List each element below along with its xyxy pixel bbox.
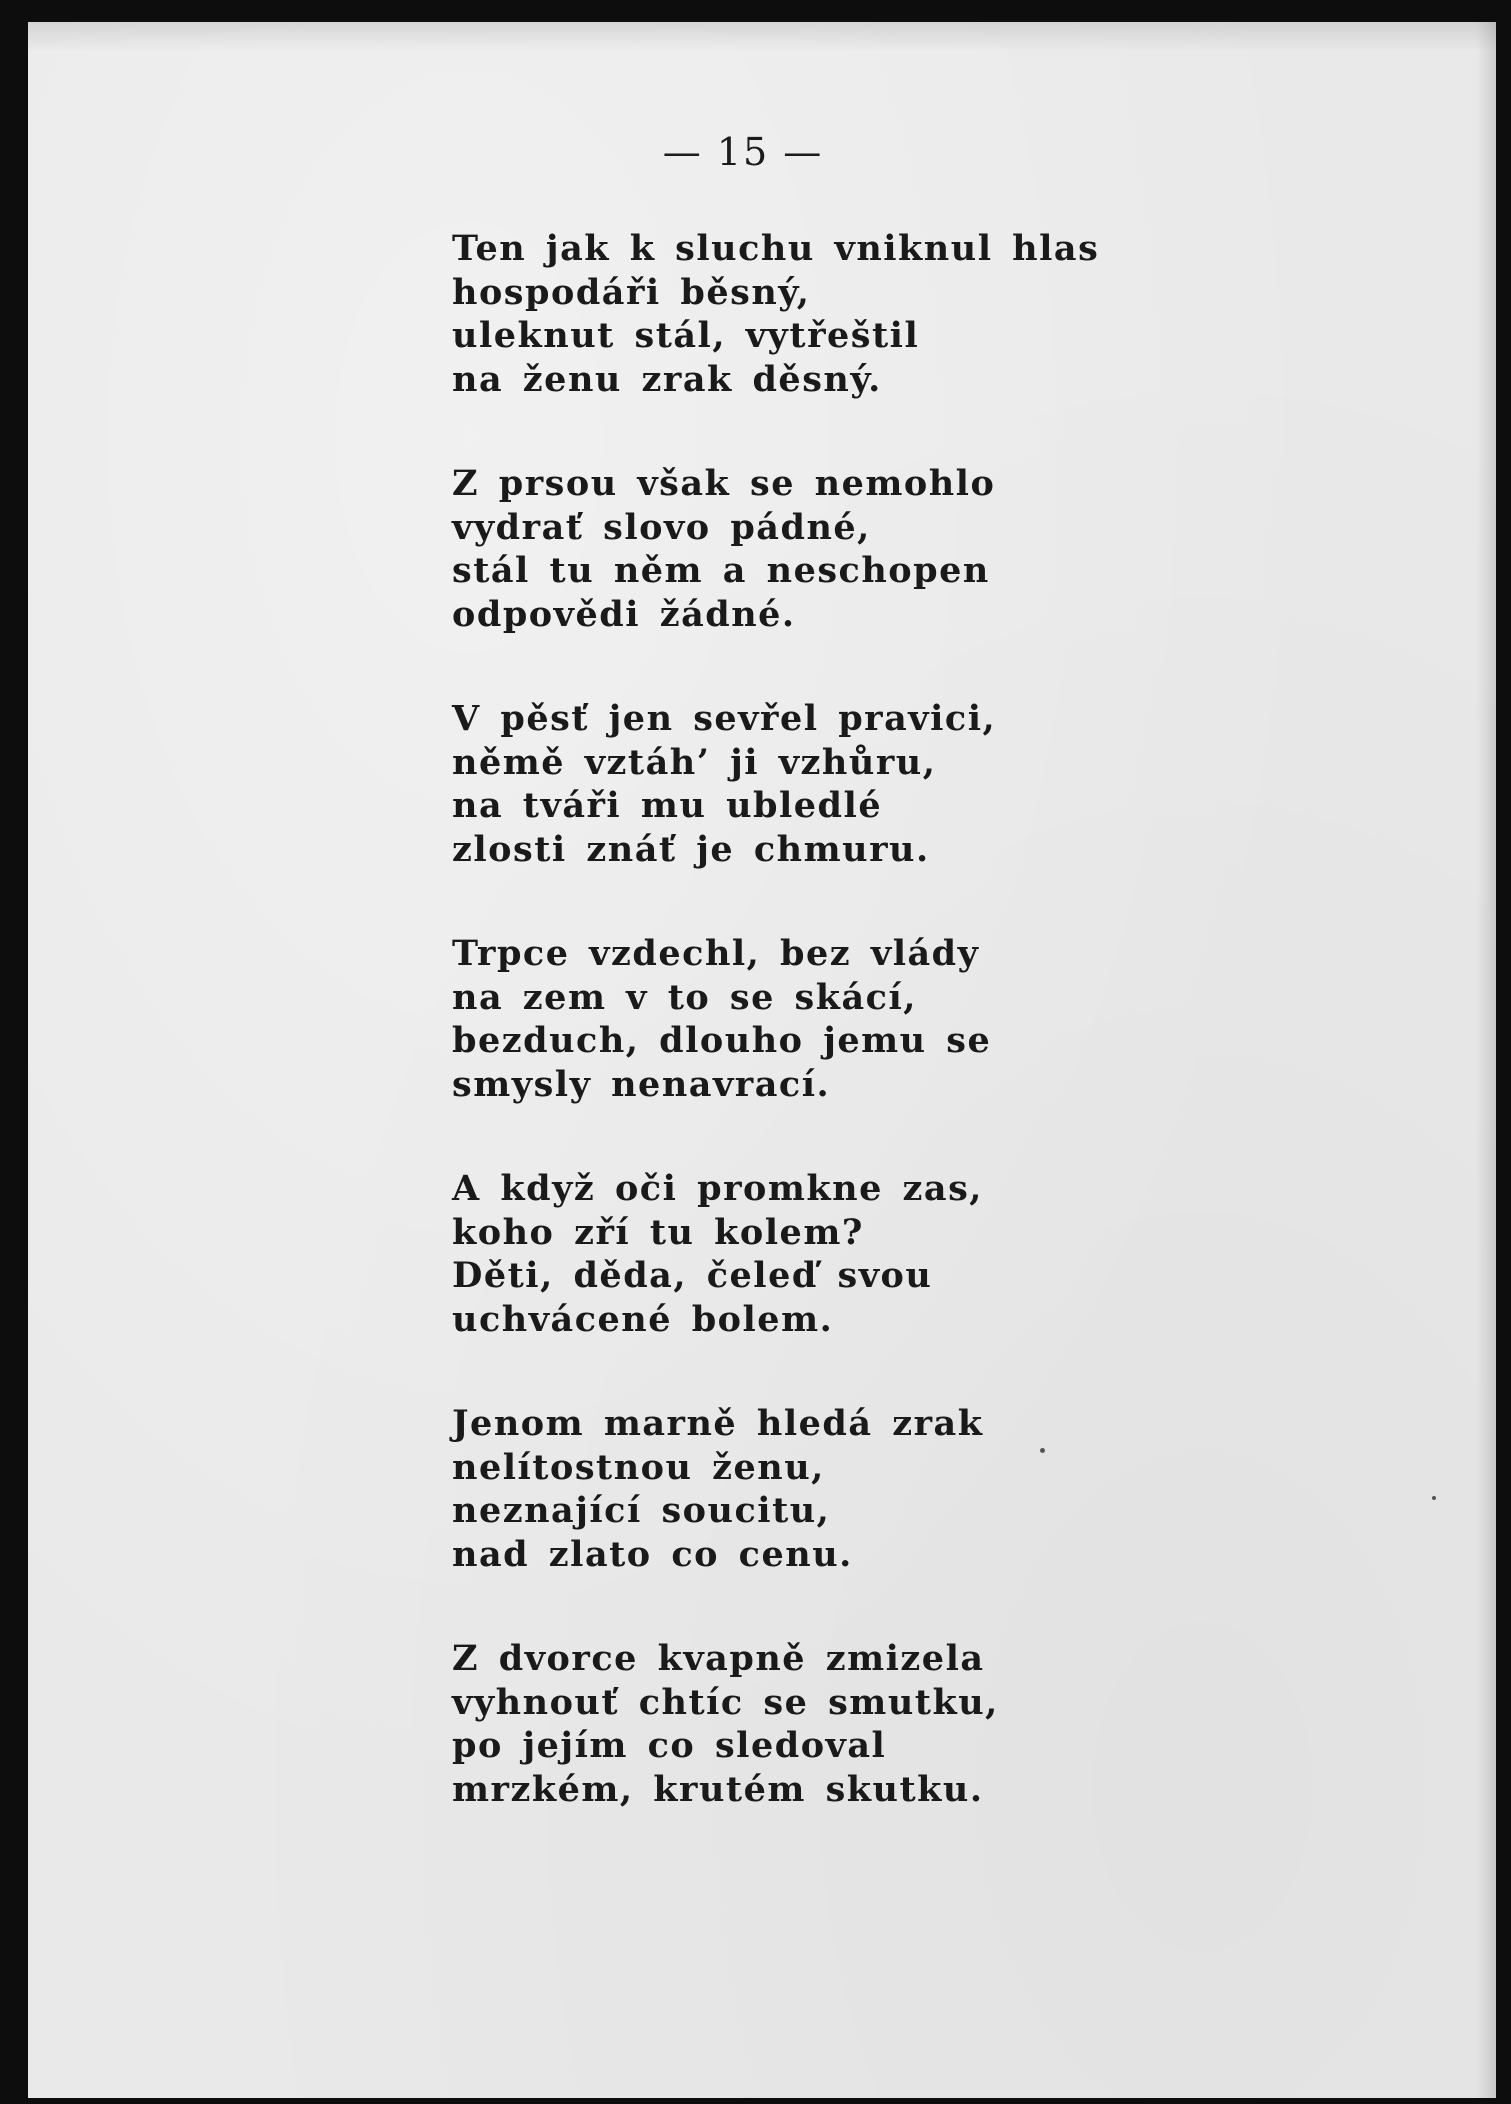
poem-line: Trpce vzdechl, bez vlády xyxy=(452,933,980,974)
poem-line: vydrať slovo pádné, xyxy=(452,506,871,548)
page-edge-shadow-right xyxy=(1476,22,1496,2098)
poem-line: vyhnouť chtíc se smutku, xyxy=(452,1681,999,1723)
poem-line: Z dvorce kvapně zmizela xyxy=(452,1638,985,1679)
poem xyxy=(452,227,1352,1872)
poem-line: mrzkém, krutém skutku. xyxy=(452,1768,984,1810)
stanza xyxy=(452,1167,1352,1341)
book-page xyxy=(28,22,1496,2098)
poem-line: Z prsou však se nemohlo xyxy=(452,463,996,504)
poem-line: odpovědi žádné. xyxy=(452,593,796,635)
stanza xyxy=(452,697,1352,871)
poem-line: na ženu zrak děsný. xyxy=(452,358,882,400)
stanza xyxy=(452,932,1352,1106)
poem-line: stál tu něm a neschopen xyxy=(452,550,990,591)
poem-line: Děti, děda, čeleď svou xyxy=(452,1255,933,1296)
poem-line: němě vztáh’ ji vzhůru, xyxy=(452,741,937,783)
poem-line: nad zlato co cenu. xyxy=(452,1533,853,1575)
poem-line: na zem v to se skácí, xyxy=(452,976,917,1018)
poem-line: V pěsť jen sevřel pravici, xyxy=(452,698,997,739)
stanza xyxy=(452,462,1352,636)
poem-line: Jenom marně hledá zrak xyxy=(452,1403,984,1444)
paper-speck xyxy=(1040,1448,1045,1453)
poem-line: uleknut stál, vytřeštil xyxy=(452,315,920,356)
poem-line: bezduch, dlouho jemu se xyxy=(452,1020,992,1061)
poem-line: koho zří tu kolem? xyxy=(452,1211,864,1253)
stanza xyxy=(452,1637,1352,1811)
poem-line: po jejím co sledoval xyxy=(452,1725,887,1766)
poem-line: na tváři mu ubledlé xyxy=(452,785,883,826)
poem-line: A když oči promkne zas, xyxy=(452,1168,983,1209)
page-number: — 15 — xyxy=(662,130,824,174)
poem-line: neznající soucitu, xyxy=(452,1490,831,1531)
paper-speck xyxy=(1432,1496,1436,1500)
poem-line: hospodáři běsný, xyxy=(452,271,811,313)
page-edge-shadow-top xyxy=(28,22,1496,52)
poem-line: uchvácené bolem. xyxy=(452,1298,834,1340)
stanza xyxy=(452,1402,1352,1576)
poem-line: zlosti znáť je chmuru. xyxy=(452,828,930,870)
poem-line: smysly nenavrací. xyxy=(452,1063,831,1105)
poem-line: Ten jak k sluchu vniknul hlas xyxy=(452,228,1100,269)
poem-line: nelítostnou ženu, xyxy=(452,1446,825,1488)
stanza xyxy=(452,227,1352,401)
